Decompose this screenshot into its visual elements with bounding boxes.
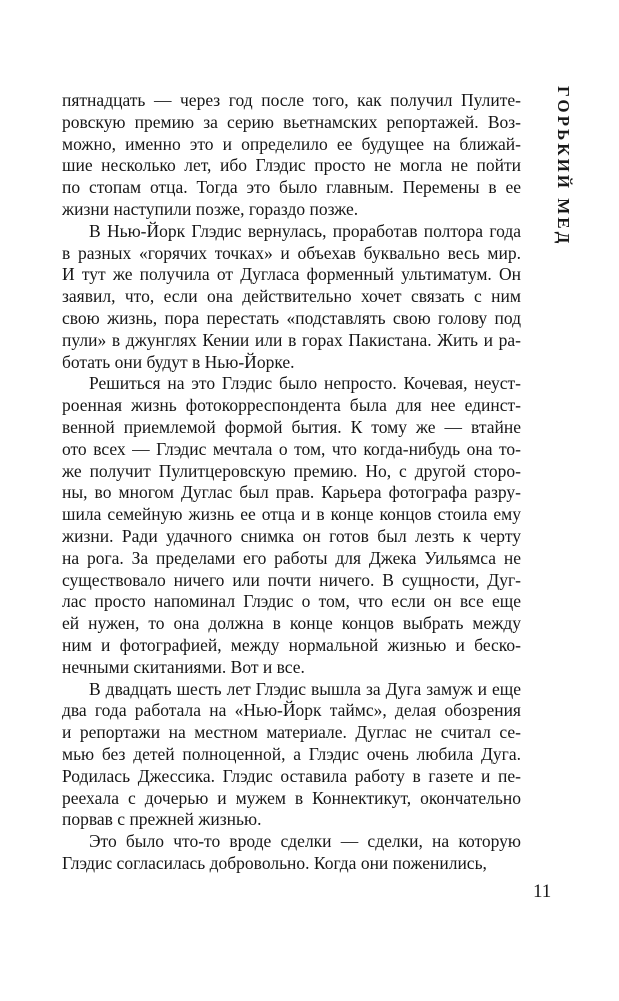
- text-line: жизни. Ради удачного снимка он готов был лезть к черту: [62, 525, 521, 546]
- paragraph: [62, 221, 521, 374]
- text-line: лас просто напоминал Глэдис о том, что если он все еще: [62, 591, 521, 612]
- text-line: и репортажи на местном материале. Дуглас не считал се-: [62, 722, 521, 743]
- text-line: реехала с дочерью и мужем в Коннектикут, окончательно: [62, 787, 521, 808]
- text-line: ото всех — Глэдис мечтала о том, что когда-нибудь она то-: [62, 438, 521, 459]
- paragraph: [62, 831, 521, 875]
- text-line: на рога. За пределами его работы для Джека Уильямса не: [62, 547, 521, 568]
- text-line: Решиться на это Глэдис было непросто. Кочевая, неуст-: [89, 373, 521, 394]
- text-line: существовало ничего или почти ничего. В сущности, Дуг-: [62, 569, 521, 590]
- text-line: ботать они будут в Нью-Йорке.: [62, 351, 295, 372]
- text-line: заявил, что, если она действительно хочет связать с ним: [62, 286, 521, 307]
- paragraph: [62, 90, 521, 221]
- text-line: свою жизнь, пора перестать «подставлять свою голову под: [62, 307, 521, 328]
- text-line: ны, во многом Дуглас был прав. Карьера фотографа разру-: [62, 482, 521, 503]
- text-line: Родилась Джессика. Глэдис оставила работу в газете и пе-: [62, 765, 521, 786]
- text-line: порвав с прежней жизнью.: [62, 809, 262, 830]
- text-line: нечными скитаниями. Вот и все.: [62, 656, 305, 677]
- text-line: же получит Пулитцеровскую премию. Но, с другой сторо-: [62, 460, 521, 481]
- paragraph: [62, 679, 521, 832]
- text-line: Это было что-то вроде сделки — сделки, на которую: [89, 831, 521, 852]
- text-line: жизни наступили позже, гораздо позже.: [62, 198, 359, 219]
- page-number: 11: [533, 881, 552, 902]
- text-line: пули» в джунглях Кении или в горах Пакистана. Жить и ра-: [62, 329, 521, 350]
- text-block: [62, 90, 521, 875]
- text-line: шила семейную жизнь ее отца и в конце концов стоила ему: [62, 504, 521, 525]
- text-line: ей нужен, то она должна в конце концов выбрать между: [62, 613, 521, 634]
- text-line: два года работала на «Нью-Йорк таймс», делая обозрения: [62, 700, 521, 721]
- text-line: венной приемлемой формой бытия. К тому же — втайне: [62, 416, 521, 437]
- text-line: И тут же получила от Дугласа форменный ультиматум. Он: [62, 264, 521, 285]
- text-line: В Нью-Йорк Глэдис вернулась, проработав полтора года: [89, 220, 521, 241]
- text-line: ровскую премию за серию вьетнамских репортажей. Воз-: [62, 111, 521, 132]
- text-line: в разных «горячих точках» и объехав буквально весь мир.: [62, 242, 521, 263]
- text-line: Глэдис согласилась добровольно. Когда они поженились,: [62, 852, 487, 873]
- text-line: шие несколько лет, ибо Глэдис просто не могла не пойти: [62, 155, 521, 176]
- text-line: по стопам отца. Тогда это было главным. Перемены в ее: [62, 177, 521, 198]
- text-line: ним и фотографией, между нормальной жизнью и беско-: [62, 634, 521, 655]
- running-title-vertical: ГОРЬКИЙ МЕД: [554, 86, 573, 247]
- text-line: роенная жизнь фотокорреспондента была для нее единст-: [62, 395, 521, 416]
- text-line: В двадцать шесть лет Глэдис вышла за Дуга замуж и еще: [89, 678, 521, 699]
- text-line: мью без детей полноценной, а Глэдис очень любила Дуга.: [62, 743, 521, 764]
- text-line: можно, именно это и определило ее будущее на ближай-: [62, 133, 521, 154]
- paragraph: [62, 373, 521, 678]
- text-line: пятнадцать — через год после того, как получил Пулите-: [62, 90, 521, 110]
